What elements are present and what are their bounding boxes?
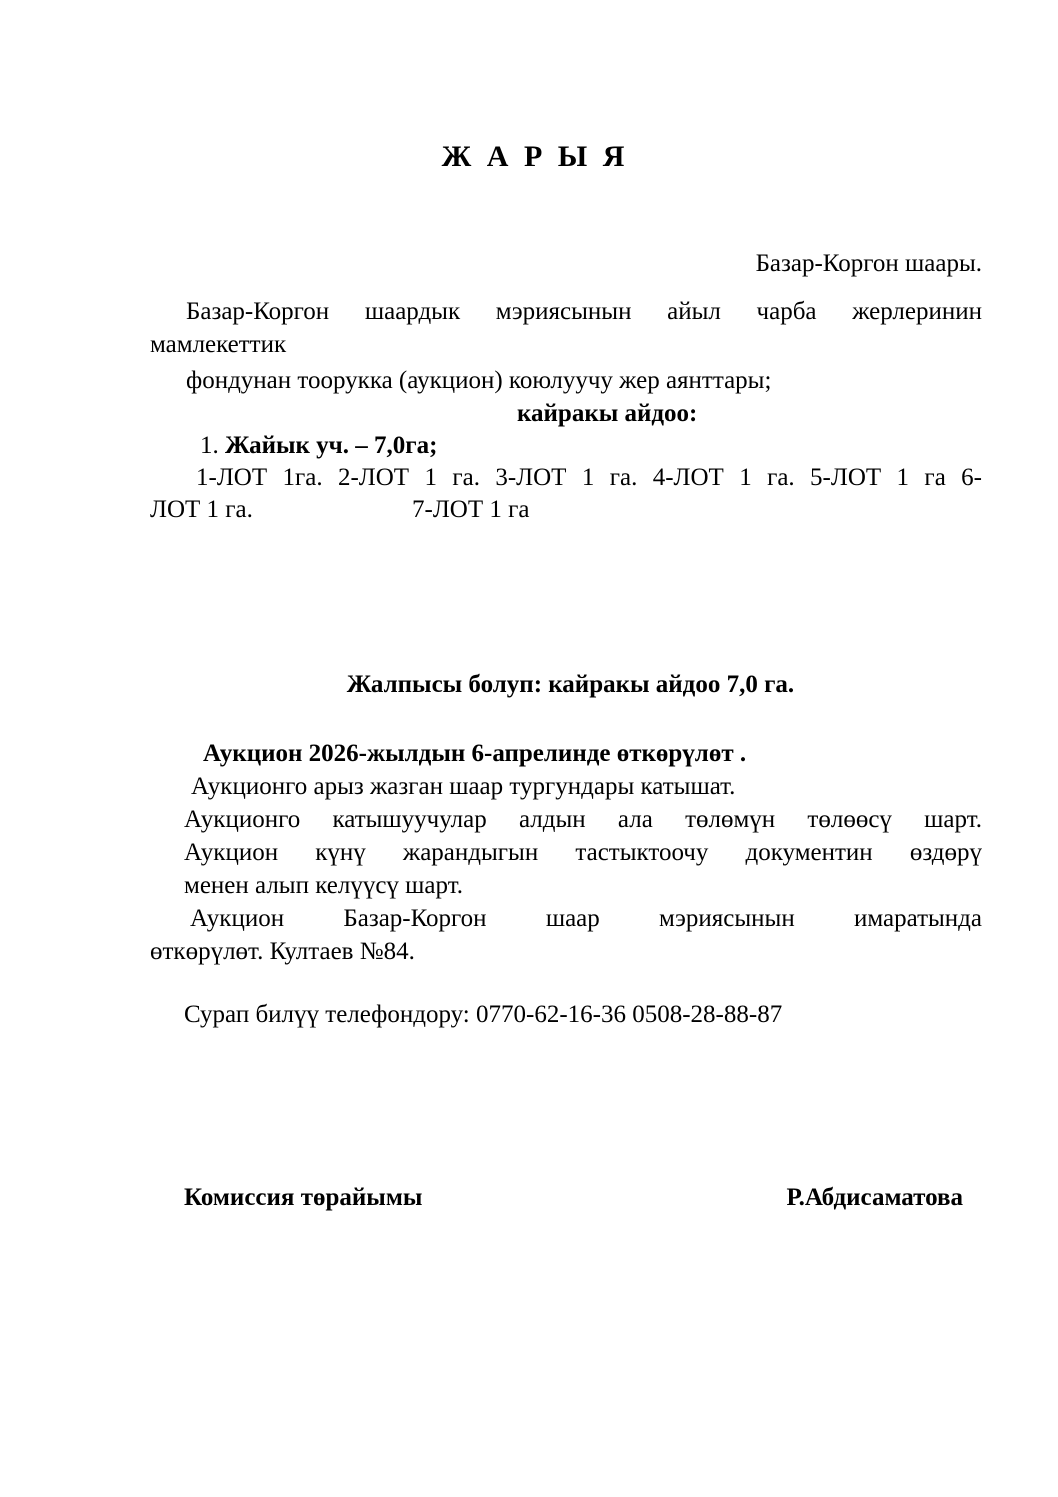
rule-line-1: Аукционго арыз жазган шаар тургундары катышат. xyxy=(191,773,736,800)
list-item xyxy=(200,429,437,462)
auction-date: Аукцион 2026-жылдын 6-апрелинде өткөрүлөт . xyxy=(203,740,747,767)
contact-phones: Сурап билүү телефондору: 0770-62-16-36 0508-28-88-87 xyxy=(184,1001,783,1028)
location-line-2: өткөрүлөт. Култаев №84. xyxy=(150,938,415,965)
land-category: кайракы айдоо: xyxy=(517,400,698,427)
lots-line-1: 1-ЛОТ 1га. 2-ЛОТ 1 га. 3-ЛОТ 1 га. 4-ЛОТ 1 га. 5-ЛОТ 1 га 6- xyxy=(196,464,982,491)
item-text: Жайык уч. – 7,0га; xyxy=(225,432,438,459)
signature-role: Комиссия төрайымы xyxy=(184,1184,423,1211)
rule-line-2: Аукционго катышуучулар алдын ала төлөмүн төлөөсү шарт. xyxy=(184,806,982,833)
rule-line-3: Аукцион күнү жарандыгын тастыктоочу документин өздөрү xyxy=(184,839,982,866)
intro-line-2: мамлекеттик xyxy=(150,331,287,358)
rule-line-4: менен алып келүүсү шарт. xyxy=(184,872,463,899)
city-line: Базар-Коргон шаары. xyxy=(755,250,982,277)
intro-line-3: фондунан тоорукка (аукцион) коюлуучу жер аянттары; xyxy=(186,367,772,394)
intro-line-1: Базар-Коргон шаардык мэриясынын айыл чарба жерлеринин xyxy=(186,298,982,325)
lots-line-2a: ЛОТ 1 га. xyxy=(150,496,253,523)
item-number: 1. xyxy=(200,432,219,459)
location-line-1: Аукцион Базар-Коргон шаар мэриясынын имаратында xyxy=(190,905,982,932)
total-area: Жалпысы болуп: кайракы айдоо 7,0 га. xyxy=(346,671,795,698)
lots-line-2b: 7-ЛОТ 1 га xyxy=(412,496,530,523)
signature-name: Р.Абдисаматова xyxy=(786,1184,963,1211)
page-title: Ж А Р Ы Я xyxy=(441,140,629,173)
